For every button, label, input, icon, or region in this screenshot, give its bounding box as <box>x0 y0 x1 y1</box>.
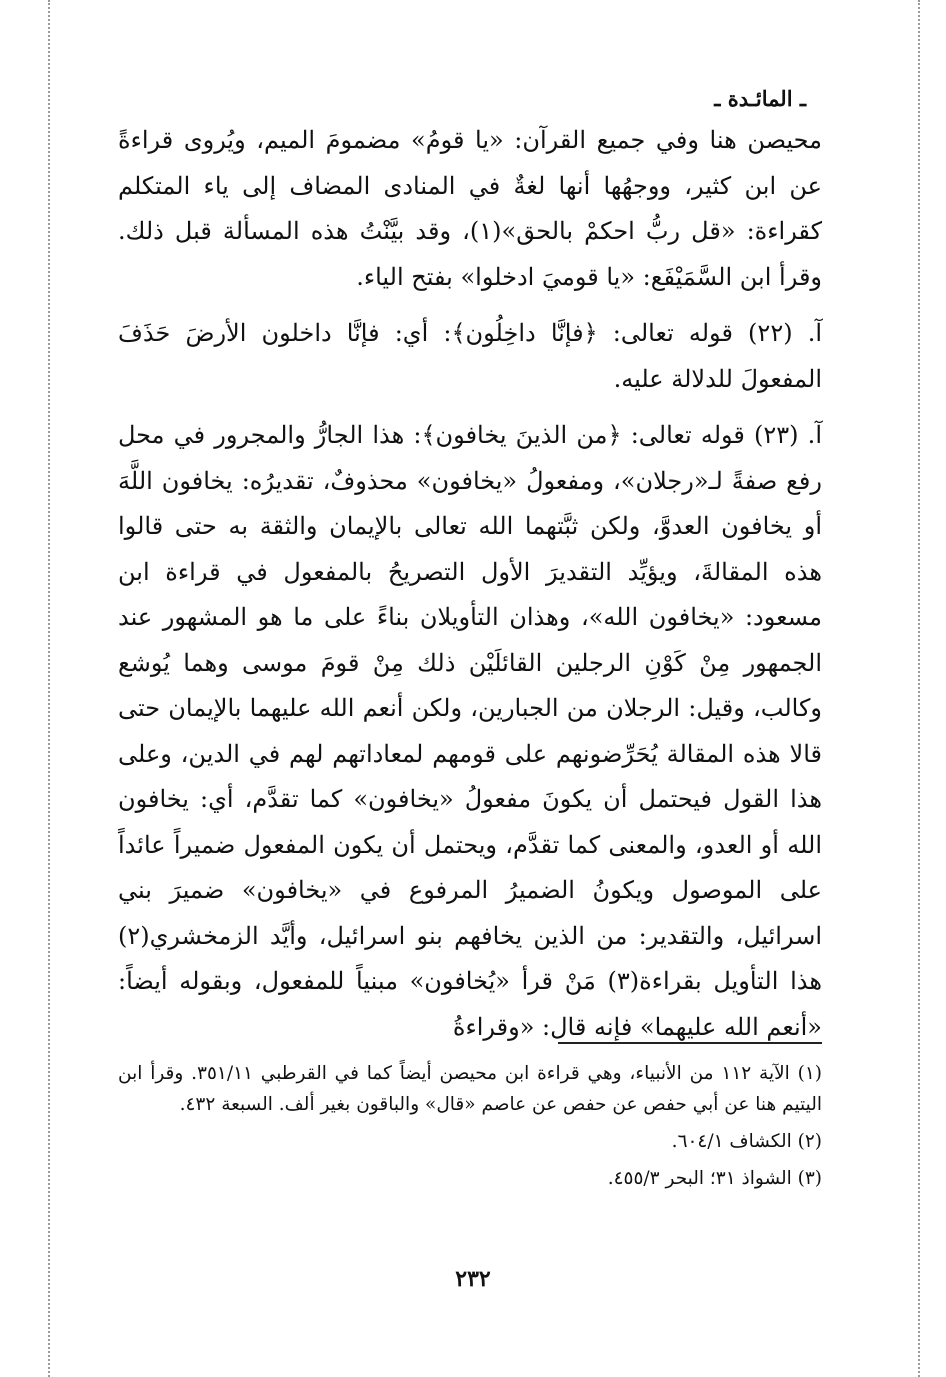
scan-right-dotted-edge <box>918 0 920 1377</box>
scan-left-dotted-edge <box>48 0 50 1377</box>
running-head-title: ـ المائـدة ـ <box>714 86 806 111</box>
paragraph-verse-22: آ. (٢٢) قوله تعالى: ﴿فإنَّا داخِلُون﴾: أي: فإنَّا داخلون الأرضَ حَذَفَ المفعولَ للدلالة عليه. <box>118 319 822 393</box>
page-number: ٢٣٢ <box>455 1266 491 1292</box>
footnote-separator <box>558 1042 822 1044</box>
footnote-2: (٢) الكشاف ٦٠٤/١. <box>671 1131 822 1152</box>
footnote-1: (١) الآية ١١٢ من الأنبياء، وهي قراءة ابن محيصن أيضاً كما في القرطبي ٣٥١/١١. وقرأ ابن اليتيم هنا عن أبي حفص عن حفص عن عاصم «قال» والباقون بغير ألف. السبعة ٤٣٢. <box>118 1063 822 1115</box>
paragraph-verse-23: آ. (٢٣) قوله تعالى: ﴿من الذينَ يخافون﴾: هذا الجارُّ والمجرور في محل رفع صفةً لـ«رجلان»، ومفعولُ «يخافون» محذوفٌ، تقديرُه: يخافون اللَّهَ أو يخافون العدوَّ، ولكن ثبَّتهما الله تعالى بالإيمان والثقة به حتى قالوا هذه المقالةَ، ويؤيِّد التقديرَ الأول التصريحُ بالمفعول في قراءة ابن مسعود: «يخافون الله»، وهذان التأويلان بناءً على ما هو المشهور عند الجمهور مِنْ كَوْنِ الرجلين القائلَيْن ذلك مِنْ قومَ موسى وهما يُوشع وكالب، وقيل: الرجلان من الجبارين، ولكن أنعم الله عليهما بالإيمان حتى قالا هذه المقالة يُحَرِّضونهم على قومهم لمعاداتهم لهم في الدين، وعلى هذا القول فيحتمل أن يكونَ مفعولُ «يخافون» كما تقدَّم، أي: يخافون الله أو العدو، والمعنى كما تقدَّم، ويحتمل أن يكون المفعول ضميراً عائداً على الموصول ويكونُ الضميرُ المرفوع في «يخافون» ضميرَ بني اسرائيل، والتقدير: من الذين يخافهم بنو اسرائيل، وأيَّد الزمخشري(٢) هذا التأويل بقراءة(٣) مَنْ قرأ «يُخافون» مبنياً للمفعول، وبقوله أيضاً: «أنعم الله عليهما» فإنه قال: «وقراءةُ <box>118 421 823 1041</box>
paragraph-ibn-muhaysin: محيصن هنا وفي جميع القرآن: «يا قومُ» مضمومَ الميم، ويُروى قراءةً عن ابن كثير، ووجهُها أنها لغةٌ في المنادى المضاف إلى ياء المتكلم كقراءة: «قل ربُّ احكمْ بالحق»(١)، وقد بيَّنْتُ هذه المسألة قبل ذلك. وقرأ ابن السَّمَيْفَع: «يا قوميَ ادخلوا» بفتح الياء. <box>118 126 822 291</box>
footnotes <box>118 1058 822 1200</box>
footnote-3: (٣) الشواذ ٣١؛ البحر ٤٥٥/٣. <box>607 1168 822 1189</box>
main-text <box>118 118 822 1050</box>
